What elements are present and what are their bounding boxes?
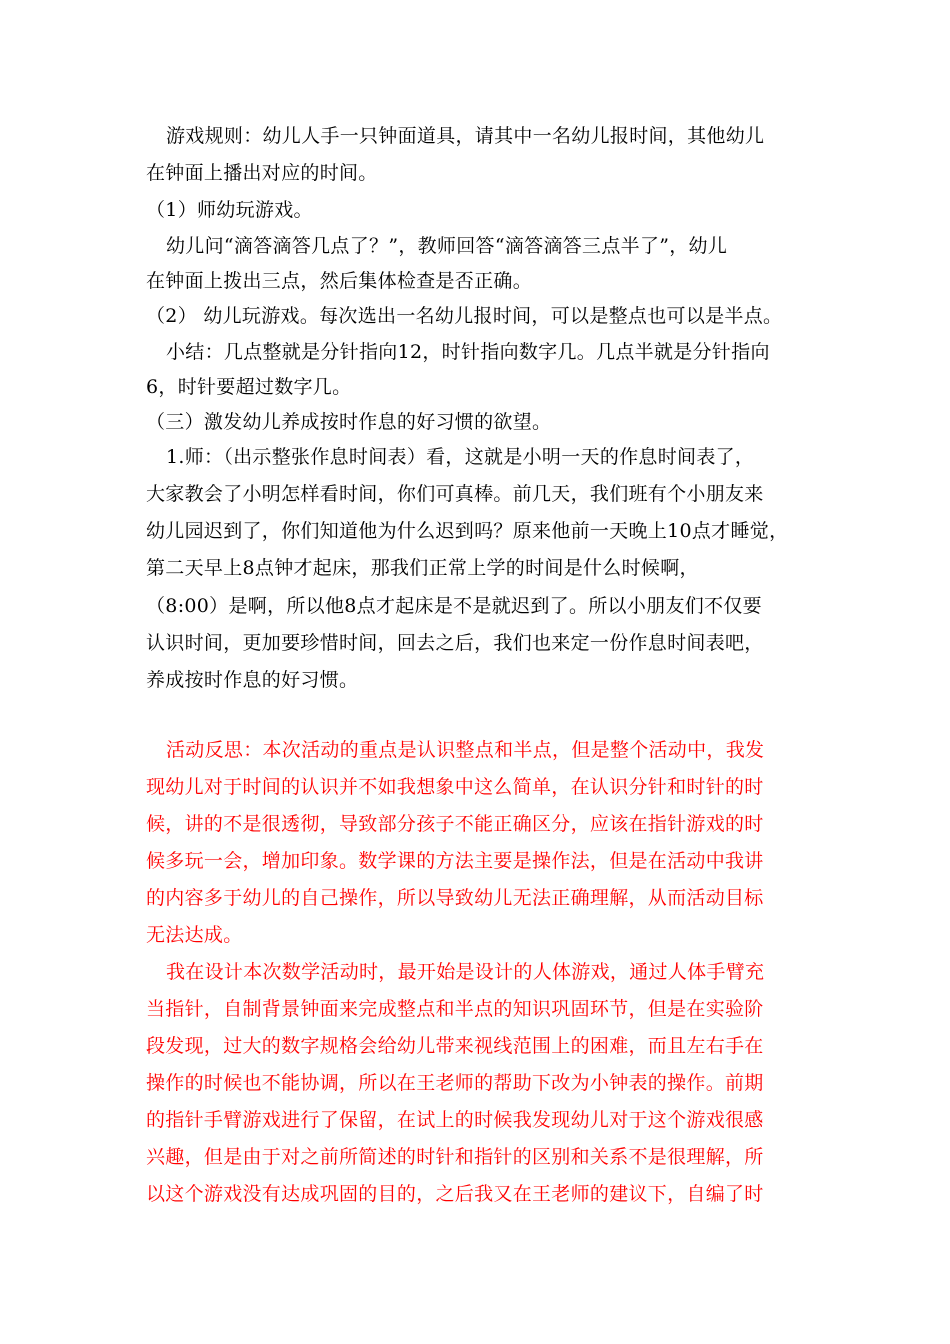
reflection-line: 兴趣，但是由于对之前所简述的时针和指针的区别和关系不是很理解，所	[146, 1146, 764, 1168]
body-line: 第二天早上8点钟才起床，那我们正常上学的时间是什么时候啊，	[146, 557, 699, 579]
body-line: 养成按时作息的好习惯。	[146, 669, 359, 691]
reflection-line: 候，讲的不是很透彻，导致部分孩子不能正确区分，应该在指针游戏的时	[146, 813, 764, 835]
body-line: 认识时间，更加要珍惜时间，回去之后，我们也来定一份作息时间表吧，	[146, 632, 764, 654]
body-line: （2） 幼儿玩游戏。每次选出一名幼儿报时间，可以是整点也可以是半点。	[146, 305, 783, 327]
reflection-line: 的指针手臂游戏进行了保留，在试上的时候我发现幼儿对于这个游戏很感	[146, 1109, 764, 1131]
body-line: 游戏规则：幼儿人手一只钟面道具，请其中一名幼儿报时间，其他幼儿	[166, 125, 765, 147]
reflection-line: 的内容多于幼儿的自己操作，所以导致幼儿无法正确理解，从而活动目标	[146, 887, 764, 909]
body-line: （1）师幼玩游戏。	[146, 199, 313, 221]
body-line: 1.师：（出示整张作息时间表）看，这就是小明一天的作息时间表了，	[166, 446, 755, 468]
reflection-line: 无法达成。	[146, 924, 243, 946]
reflection-line: 现幼儿对于时间的认识并不如我想象中这么简单，在认识分针和时针的时	[146, 776, 764, 798]
reflection-line: 我在设计本次数学活动时，最开始是设计的人体游戏，通过人体手臂充	[166, 961, 765, 983]
body-line: 幼儿园迟到了，你们知道他为什么迟到吗？原来他前一天晚上10点才睡觉，	[146, 520, 789, 542]
body-line: 小结：几点整就是分针指向12，时针指向数字几。几点半就是分针指向	[166, 341, 770, 363]
body-line: 6，时针要超过数字几。	[146, 376, 352, 398]
reflection-line: 以这个游戏没有达成巩固的目的，之后我又在王老师的建议下，自编了时	[146, 1183, 764, 1205]
body-line: （三）激发幼儿养成按时作息的好习惯的欲望。	[146, 411, 552, 433]
reflection-line: 候多玩一会，增加印象。数学课的方法主要是操作法，但是在活动中我讲	[146, 850, 764, 872]
reflection-line: 活动反思：本次活动的重点是认识整点和半点，但是整个活动中，我发	[166, 739, 765, 761]
reflection-line: 当指针，自制背景钟面来完成整点和半点的知识巩固环节，但是在实验阶	[146, 998, 764, 1020]
body-line: 在钟面上拨出三点，然后集体检查是否正确。	[146, 270, 533, 292]
reflection-line: 操作的时候也不能协调，所以在王老师的帮助下改为小钟表的操作。前期	[146, 1072, 764, 1094]
body-line: 大家教会了小明怎样看时间，你们可真棒。前几天，我们班有个小朋友来	[146, 483, 764, 505]
body-line: （8:00）是啊，所以他8点才起床是不是就迟到了。所以小朋友们不仅要	[146, 595, 762, 617]
body-line: 在钟面上播出对应的时间。	[146, 162, 378, 184]
reflection-line: 段发现，过大的数字规格会给幼儿带来视线范围上的困难，而且左右手在	[146, 1035, 764, 1057]
body-line: 幼儿问“滴答滴答几点了？”，教师回答“滴答滴答三点半了”，幼儿	[166, 235, 728, 257]
